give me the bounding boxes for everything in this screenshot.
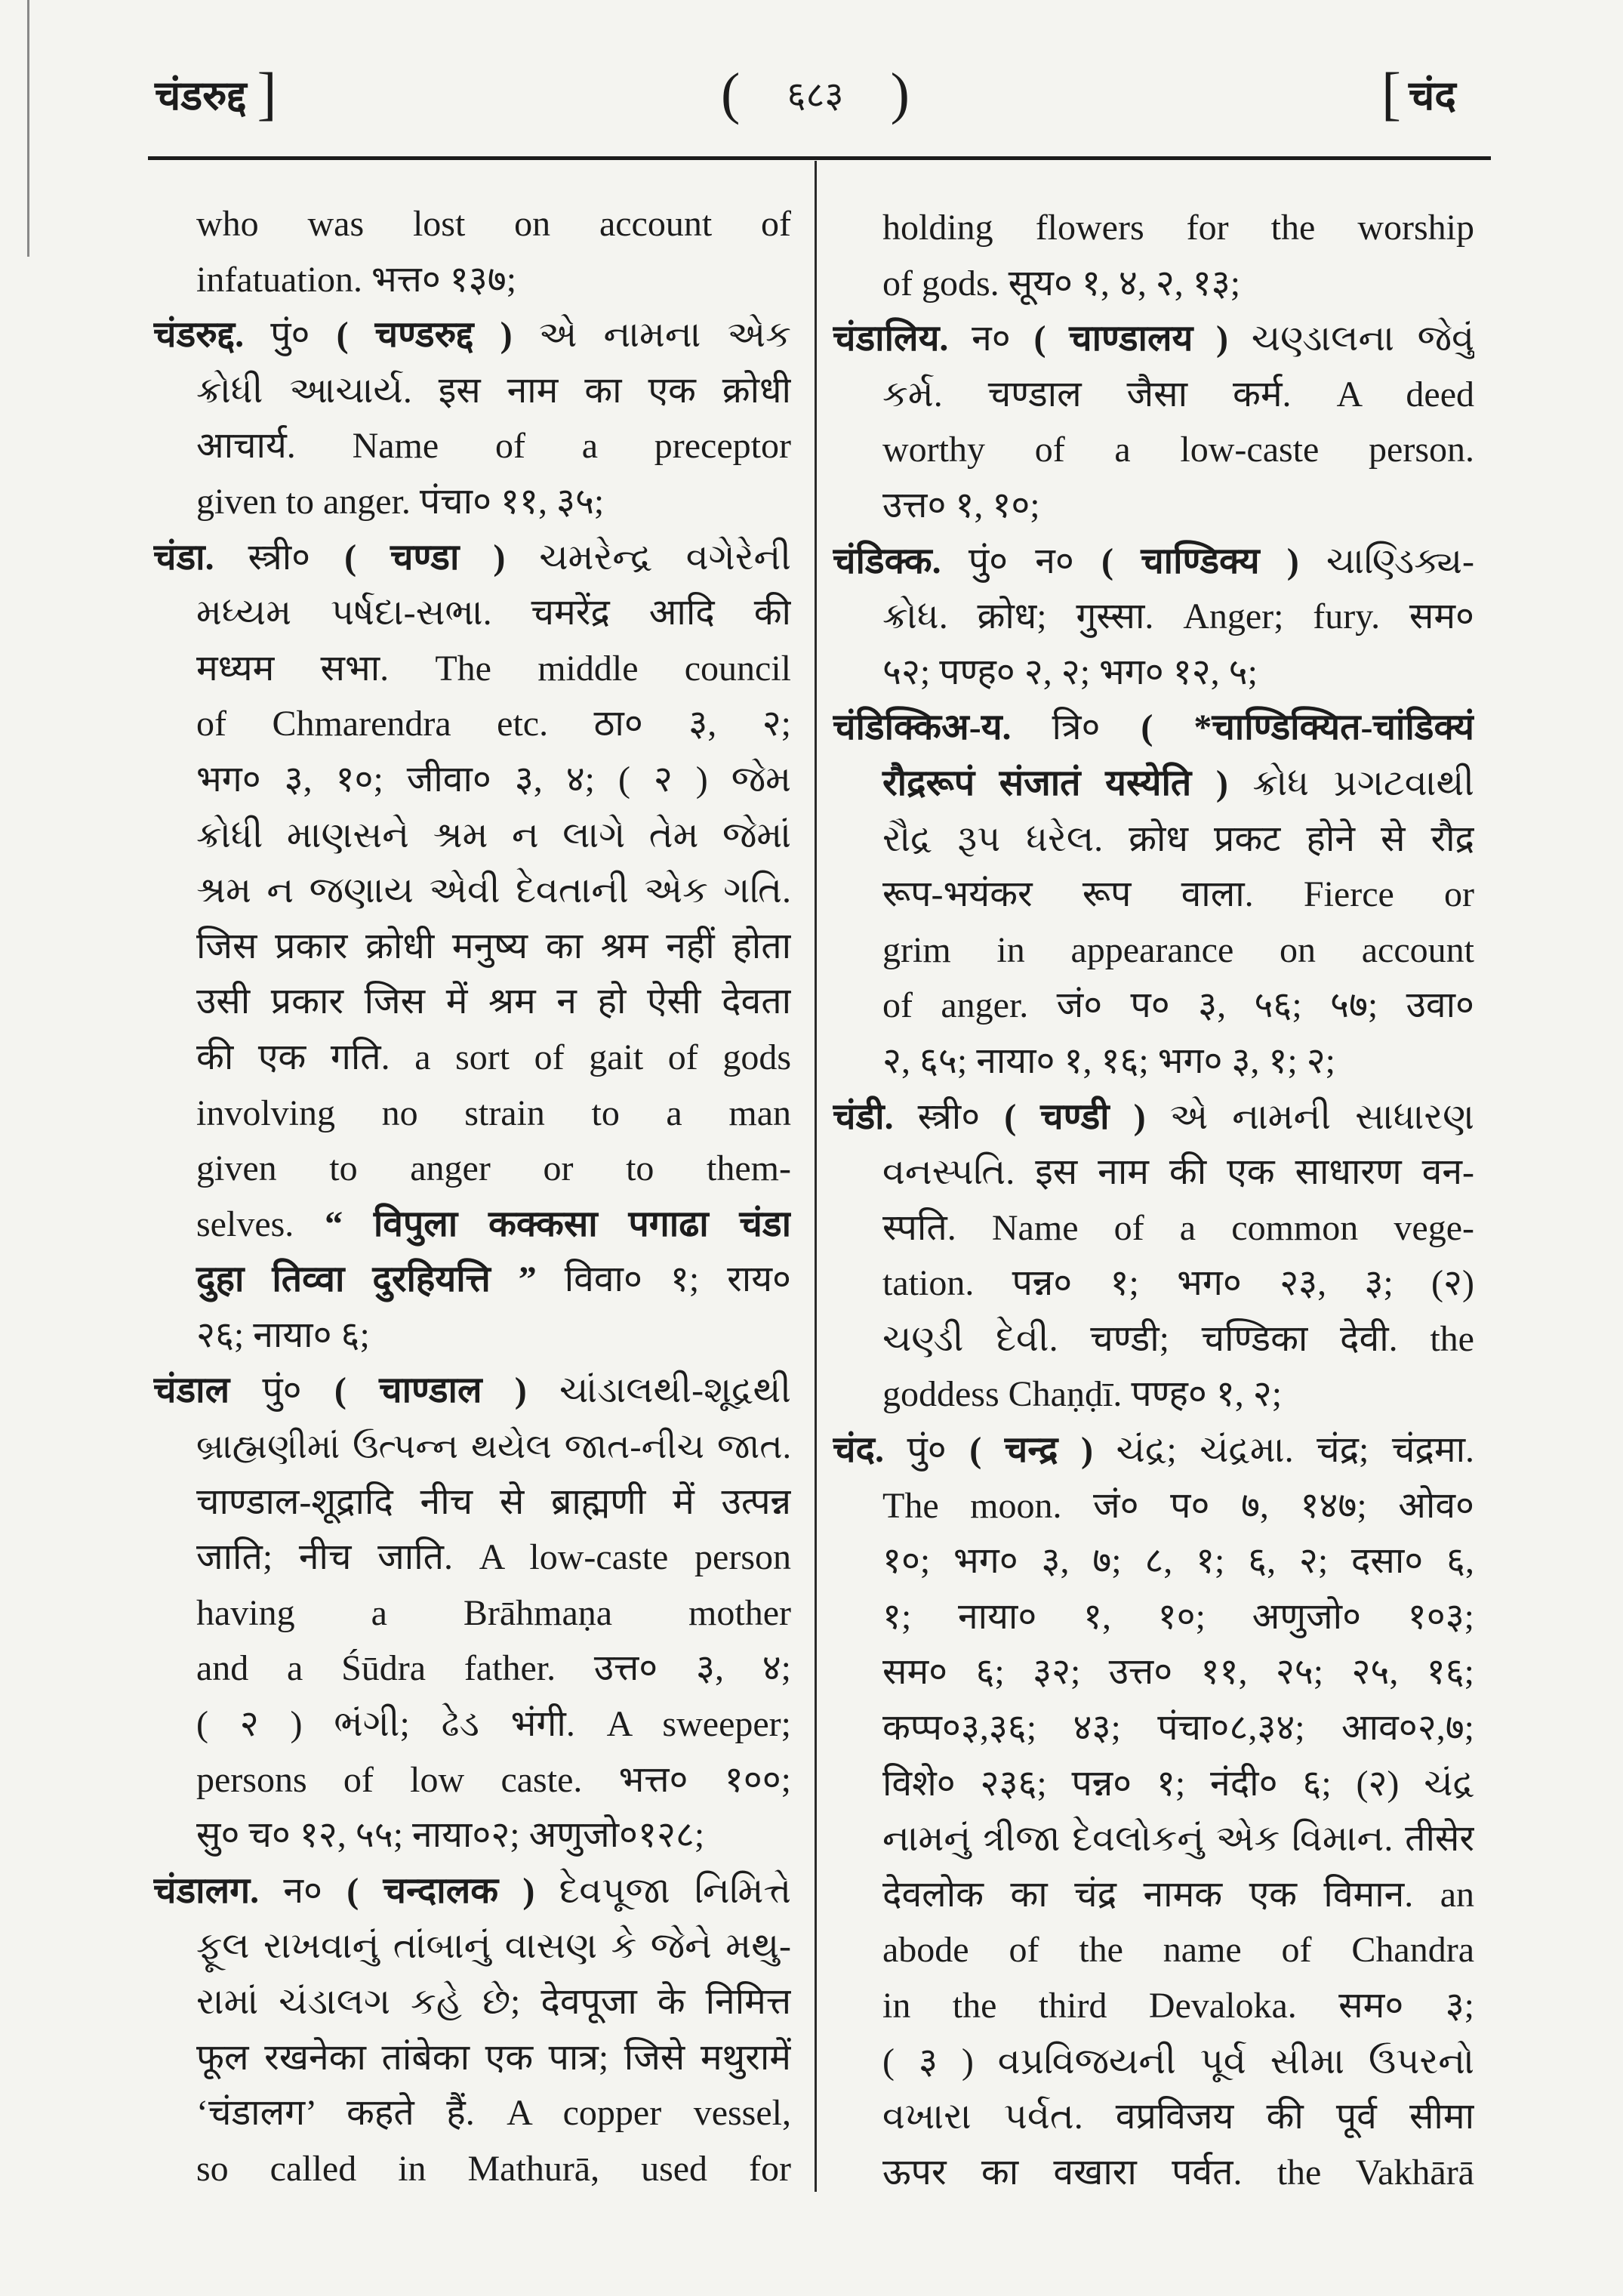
headword: चंडाल: [153, 1370, 230, 1411]
grammar-label: त्रि०: [1052, 707, 1101, 748]
opening-bracket: [: [1381, 60, 1401, 126]
dictionary-line: [833, 1700, 1474, 1756]
line-text: in the third Devaloka. सम० ३;: [882, 1986, 1474, 2026]
dictionary-line: [833, 1034, 1474, 1089]
line-text: worthy of a low-caste person.: [882, 430, 1474, 470]
line-text: फूल रखनेका तांबेका एक पात्र; जिसे मथुरामें: [196, 2037, 791, 2078]
line-text: શ્રમ ન જણાય એવી દેવતાની એક ગતિ.: [196, 871, 791, 911]
grammar-label: पुं०: [270, 315, 310, 356]
header-rule: [148, 156, 1491, 160]
headword: चंडी.: [833, 1096, 894, 1137]
dictionary-line: [153, 1030, 791, 1086]
line-text: उसी प्रकार जिस में श्रम न हो ऐसी देवता: [196, 982, 791, 1022]
line-text: રામાં ચંડાલગ કહે છે; देवपूजा के निमित्त: [196, 1982, 791, 2022]
dictionary-line: [833, 200, 1474, 256]
line-text: १; नाया० १, १०; अणुजो० १०३;: [882, 1596, 1474, 1637]
dictionary-line: [833, 589, 1474, 645]
dictionary-line: [833, 867, 1474, 923]
gloss-text: ચણ્ડાલના જેવું: [1251, 319, 1474, 359]
etymology: ( चाण्डिक्य ): [1101, 541, 1299, 581]
dictionary-line: [833, 1311, 1474, 1367]
page-number-value: ६८३: [787, 75, 844, 116]
line-text: उत्त० १, १०;: [882, 485, 1040, 525]
headword: चंडिक्क.: [833, 541, 941, 581]
line-text: of anger. जं० प० ३, ५६; ५७; उवा०: [882, 985, 1474, 1026]
closing-bracket: ]: [257, 60, 277, 126]
line-text: who was lost on account of: [196, 204, 791, 244]
line-text: ( २ ) ભંગી; ઢેડ भंगी. A sweeper;: [196, 1704, 791, 1745]
dictionary-line: [153, 2030, 791, 2086]
line-text: ચણ્ડી દેવી. चण्डी; चण्डिका देवी. the: [882, 1318, 1474, 1359]
column-divider: [815, 161, 817, 2192]
dictionary-line: [153, 974, 791, 1030]
gloss-text: विवा० १; राय०: [564, 1259, 791, 1300]
entry-head-line: [833, 311, 1474, 367]
entry-head-line: [833, 1422, 1474, 1478]
headword: चंडालग.: [153, 1870, 260, 1911]
grammar-label: स्त्री०: [248, 537, 311, 578]
gloss-text: selves.: [196, 1203, 294, 1244]
dictionary-line: [153, 2141, 791, 2197]
dictionary-line: [153, 196, 791, 252]
line-text: of gods. सूय० १, ४, २, १३;: [882, 263, 1241, 304]
guideword-text: चंडरुद्द: [155, 73, 247, 119]
dictionary-line: [833, 1478, 1474, 1534]
etymology: ( चाण्डालय ): [1033, 319, 1229, 359]
dictionary-line: [153, 1252, 791, 1308]
line-text: २, ६५; नाया० १, १६; भग० ३, १; २;: [882, 1040, 1336, 1081]
header-left-guideword: [155, 60, 277, 126]
dictionary-line: [833, 1811, 1474, 1867]
line-text: and a Śūdra father. उत्त० ३, ४;: [196, 1648, 791, 1689]
dictionary-line: [153, 641, 791, 697]
gloss-text: ક્રોધ પ્રગટવાથી: [1252, 763, 1474, 803]
line-text: grim in appearance on account: [882, 929, 1474, 970]
line-text: चाण्डाल-शूद्रादि नीच से ब्राह्मणी में उत्पन्न: [196, 1481, 791, 1522]
entry-head-line: [833, 534, 1474, 590]
line-text: भग० ३, १०; जीवा० ३, ४; ( २ ) જેમ: [196, 759, 791, 800]
dictionary-line: [153, 1808, 791, 1863]
line-text: વનસ્પતિ. इस नाम की एक साधारण वन-: [882, 1152, 1474, 1193]
etymology: ( चण्डी ): [1004, 1096, 1146, 1137]
dictionary-line: [833, 1756, 1474, 1812]
line-text: The moon. जं० प० ७, १४७; ओव०: [882, 1485, 1474, 1526]
dictionary-line: [833, 478, 1474, 534]
headword: चंडिक्किअ-य.: [833, 707, 1012, 748]
dictionary-line: [153, 252, 791, 308]
line-text: કર્મ. चण्डाल जैसा कर्म. A deed: [882, 374, 1474, 415]
line-text: जाति; नीच जाति. A low-caste person: [196, 1537, 791, 1578]
entry-head-line: [153, 1363, 791, 1419]
headword: चंडरुद्द.: [153, 315, 245, 356]
line-text: देवलोक का चंद्र नामक एक विमान. an: [882, 1874, 1474, 1915]
line-text: रूप-भयंकर रूप वाला. Fierce or: [882, 874, 1474, 915]
headword: चंडालिय.: [833, 319, 949, 359]
etymology: ( चण्डा ): [344, 537, 506, 578]
line-text: abode of the name of Chandra: [882, 1930, 1474, 1971]
dictionary-line: [153, 1197, 791, 1253]
dictionary-line: [153, 474, 791, 530]
etymology: ( चण्डरुद्द ): [336, 315, 513, 356]
dictionary-line: [153, 2085, 791, 2141]
line-text: ५२; पण्ह० २, २; भग० १२, ५;: [882, 652, 1258, 692]
entry-head-line: [833, 1089, 1474, 1145]
line-text: आचार्य. Name of a preceptor: [196, 426, 791, 467]
line-text: ક્રોધી માણસને શ્રમ ન લાગે તેમ જેમાં: [196, 815, 791, 855]
line-text: सु० च० १२, ५५; नाया०२; अणुजो०१२८;: [196, 1815, 705, 1856]
gloss-text: એ નામના એક: [538, 315, 791, 356]
dictionary-line: [153, 1141, 791, 1197]
dictionary-line: [153, 418, 791, 474]
line-text: जिस प्रकार क्रोधी मनुष्य का श्रम नहीं होता: [196, 926, 791, 966]
etymology: ( चन्द्र ): [969, 1430, 1094, 1471]
page-number-close-paren: ): [890, 62, 910, 125]
grammar-label: पुं० न०: [968, 541, 1074, 581]
grammar-label: न०: [972, 319, 1011, 359]
dictionary-line: [153, 1697, 791, 1752]
entry-head-line: [153, 530, 791, 586]
guideword-text: चंद: [1408, 73, 1456, 119]
line-text: १०; भग० ३, ७; ८, १; ६, २; दसा० ६,: [882, 1541, 1474, 1582]
dictionary-line: [833, 367, 1474, 423]
grammar-label: पुं०: [907, 1430, 947, 1471]
dictionary-line: [833, 1867, 1474, 1923]
entry-head-line: [153, 1863, 791, 1919]
grammar-label: स्त्री०: [917, 1096, 981, 1137]
line-text: so called in Mathurā, used for: [196, 2148, 791, 2189]
gloss-text: ચાણ્ડિક્ય-: [1326, 541, 1474, 581]
line-text: मध्यम सभा. The middle council: [196, 648, 791, 689]
line-text: ક્રોધ. क्रोध; गुस्सा. Anger; fury. सम०: [882, 596, 1474, 637]
line-text: નામનું ત્રીજા દેવલોકનું એક વિમાન. तीसेर: [882, 1819, 1474, 1860]
gloss-text: દેવપૂજા નિમિત્તે: [559, 1870, 791, 1911]
dictionary-line: [833, 2145, 1474, 2201]
line-text: ક્રોધી આચાર્ય. इस नाम का एक क्रोधी: [196, 370, 791, 411]
line-text: की एक गति. a sort of gait of gods: [196, 1037, 791, 1077]
scan-edge-line: [27, 0, 29, 257]
dictionary-line: [153, 1974, 791, 2030]
line-text: ‘चंडालग’ कहते हैं. A copper vessel,: [196, 2093, 791, 2134]
dictionary-line: [153, 1586, 791, 1641]
dictionary-line: [153, 752, 791, 808]
gloss-text: ચાંડાલથી-શૂદ્રથી: [559, 1370, 791, 1411]
dictionary-line: [833, 923, 1474, 978]
dictionary-line: [833, 1145, 1474, 1200]
dictionary-line: [833, 2089, 1474, 2145]
line-text: ફૂલ રાખવાનું તાંબાનું વાસણ કે જેને મથુ-: [196, 1926, 791, 1967]
line-text: given to anger. पंचा० ११, ३५;: [196, 481, 605, 522]
dictionary-line: [833, 1256, 1474, 1311]
emphasized-text: “ विपुला कक्कसा पगाढा चंडा: [325, 1203, 791, 1244]
emphasized-text: रौद्ररूपं संजातं यस्येति ): [882, 763, 1228, 803]
dictionary-line: [153, 1918, 791, 1974]
dictionary-line: [833, 756, 1474, 812]
right-column: [833, 200, 1474, 2200]
entry-head-line: [153, 307, 791, 363]
dictionary-line: [153, 1308, 791, 1364]
line-text: tation. पन्न० १; भग० २३, ३; (२): [882, 1263, 1474, 1304]
dictionary-line: [833, 1589, 1474, 1645]
line-text: having a Brāhmaṇa mother: [196, 1592, 791, 1633]
dictionary-line: [153, 1530, 791, 1586]
line-text: of Chmarendra etc. ठा० ३, २;: [196, 704, 791, 744]
line-text: બ્રાહ્મણીમાં ઉત્પન્ન થયેલ જાત-નીચ જાત.: [196, 1427, 791, 1466]
etymology: ( *चाण्डिक्यित-चांडिक्यं: [1141, 707, 1474, 748]
line-text: ऊपर का वखारा पर्वत. the Vakhārā: [882, 2152, 1474, 2193]
dictionary-line: [153, 1086, 791, 1142]
dictionary-line: [833, 256, 1474, 312]
line-text: सम० ६; ३२; उत्त० ११, २५; २५, १६;: [882, 1652, 1474, 1693]
gloss-text: ચંદ્ર; ચંદ્રમા. चंद्र; चंद्रमा.: [1116, 1430, 1474, 1471]
line-text: infatuation. भत्त० १३७;: [196, 259, 517, 300]
dictionary-line: [153, 585, 791, 641]
line-text: વખારા પર્વત. वप्रविजय की पूर्व सीमा: [882, 2097, 1474, 2137]
dictionary-line: [833, 978, 1474, 1034]
line-text: कप्प०३,३६; ४३; पंचा०८,३४; आव०२,७;: [882, 1708, 1474, 1749]
dictionary-line: [153, 1475, 791, 1530]
dictionary-line: [153, 808, 791, 864]
header-right-guideword: [1381, 60, 1456, 126]
line-text: goddess Chaṇḍī. पण्ह० १, २;: [882, 1374, 1283, 1415]
line-text: persons of low caste. भत्त० १००;: [196, 1759, 791, 1800]
dictionary-line: [833, 1200, 1474, 1256]
dictionary-line: [833, 1644, 1474, 1700]
line-text: २६; नाया० ६;: [196, 1314, 370, 1355]
etymology: ( चन्दालक ): [346, 1870, 535, 1911]
dictionary-line: [833, 645, 1474, 701]
line-text: રૌદ્ર રૂપ ધરેલ. क्रोध प्रकट होने से रौद्र: [882, 818, 1474, 859]
grammar-label: पुं०: [262, 1370, 302, 1411]
headword: चंद.: [833, 1430, 884, 1471]
line-text: involving no strain to a man: [196, 1093, 791, 1133]
dictionary-line: [833, 1533, 1474, 1589]
line-text: મધ્યમ પર્ષદા-સભા. चमरेंद्र आदि की: [196, 593, 791, 633]
dictionary-line: [833, 812, 1474, 868]
line-text: विशे० २३६; पन्न० १; नंदी० ६; (२) ચંદ્ર: [882, 1763, 1474, 1804]
line-text: स्पति. Name of a common vege-: [882, 1207, 1474, 1248]
line-text: ( ३ ) વપ્રવિજયની પૂર્વ સીમા ઉપરનો: [882, 2041, 1474, 2082]
dictionary-line: [833, 2034, 1474, 2090]
line-text: given to anger or to them-: [196, 1148, 791, 1189]
dictionary-line: [153, 363, 791, 419]
page-number-open-paren: (: [721, 62, 741, 125]
dictionary-line: [153, 863, 791, 919]
dictionary-line: [153, 696, 791, 752]
dictionary-line: [833, 1367, 1474, 1422]
dictionary-line: [833, 422, 1474, 478]
grammar-label: न०: [283, 1870, 323, 1911]
dictionary-line: [153, 1752, 791, 1808]
dictionary-line: [833, 1922, 1474, 1978]
entry-head-line: [833, 700, 1474, 756]
dictionary-line: [153, 919, 791, 975]
etymology: ( चाण्डाल ): [334, 1370, 527, 1411]
gloss-text: ચમરેન્દ્ર વગેરેની: [539, 537, 791, 578]
headword: चंडा.: [153, 537, 214, 578]
dictionary-line: [833, 1978, 1474, 2034]
line-text: holding flowers for the worship: [882, 208, 1474, 248]
emphasized-text: दुहा तिव्वा दुरहियत्ति ”: [196, 1259, 537, 1300]
gloss-text: એ નામની સાધારણ: [1169, 1096, 1474, 1137]
dictionary-line: [153, 1641, 791, 1697]
page-number: [721, 63, 910, 124]
left-column: [153, 196, 791, 2196]
dictionary-line: [153, 1419, 791, 1475]
